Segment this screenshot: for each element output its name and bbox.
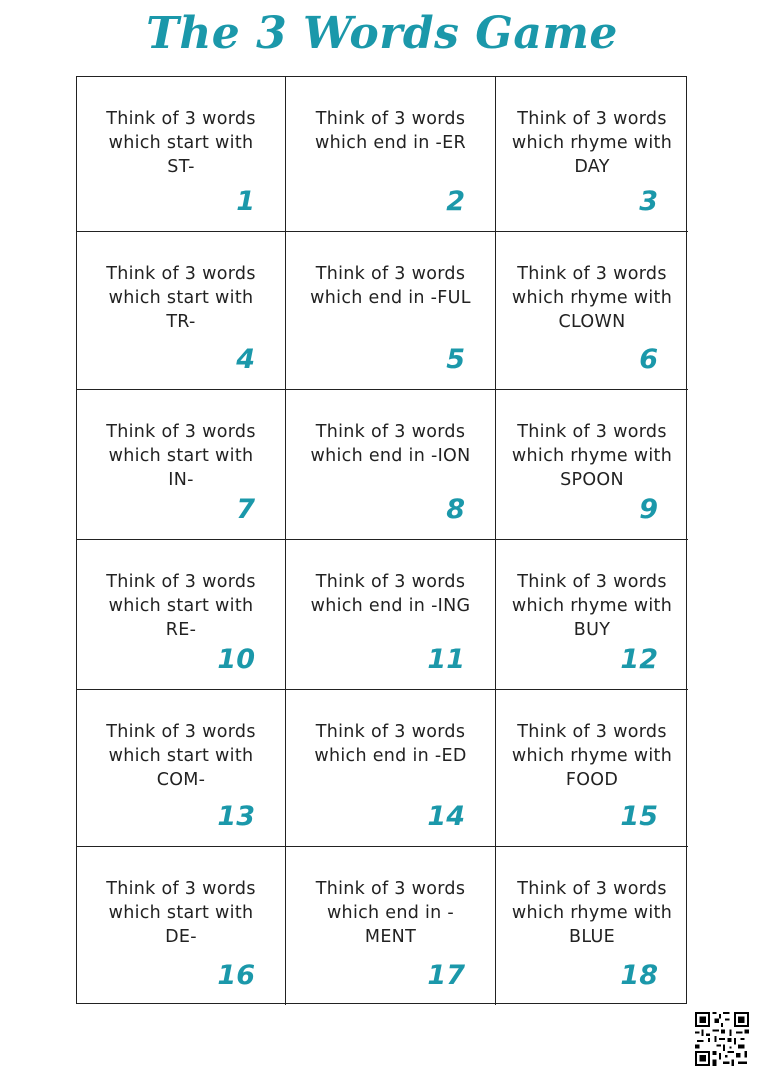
prompt-line: Think of 3 words (315, 109, 466, 129)
game-card (286, 390, 496, 540)
card-prompt (292, 570, 489, 618)
card-prompt (83, 877, 279, 949)
prompt-line: Think of 3 words (106, 109, 256, 129)
game-card (286, 232, 496, 390)
prompt-line: Think of 3 words (517, 879, 667, 899)
prompt-line: Think of 3 words (106, 422, 256, 442)
game-card (286, 690, 496, 847)
prompt-line: Think of 3 words (315, 422, 466, 442)
prompt-line: Think of 3 words (106, 572, 256, 592)
card-number: 11 (427, 644, 465, 675)
prompt-line: which end in -ER (315, 133, 466, 153)
card-number: 2 (446, 186, 465, 217)
card-prompt (292, 420, 489, 468)
card-prompt (502, 420, 682, 492)
prompt-line: Think of 3 words (315, 264, 466, 284)
prompt-line: Think of 3 words (106, 879, 256, 899)
prompt-line: DAY (574, 157, 610, 177)
prompt-line: which end in -ED (314, 746, 467, 766)
game-card (77, 390, 286, 540)
card-prompt (502, 720, 682, 792)
prompt-line: which rhyme with (511, 133, 673, 153)
game-card (77, 690, 286, 847)
card-number: 5 (446, 344, 465, 375)
game-card (77, 232, 286, 390)
card-prompt (502, 262, 682, 334)
game-card (496, 77, 688, 232)
card-number: 16 (217, 960, 255, 991)
prompt-line: which start with (108, 288, 254, 308)
prompt-line: which start with (108, 596, 254, 616)
card-prompt (83, 720, 279, 792)
card-number: 14 (427, 801, 465, 832)
prompt-line: which start with (108, 446, 254, 466)
card-prompt (292, 107, 489, 155)
card-prompt (83, 570, 279, 642)
card-number: 9 (639, 494, 658, 525)
card-prompt (83, 107, 279, 179)
prompt-line: Think of 3 words (517, 109, 667, 129)
prompt-line: Think of 3 words (517, 264, 667, 284)
game-card (286, 77, 496, 232)
prompt-line: Think of 3 words (315, 572, 466, 592)
card-prompt (292, 720, 489, 768)
card-number: 7 (236, 494, 255, 525)
game-card (496, 540, 688, 690)
game-card (286, 847, 496, 1005)
prompt-line: which rhyme with (511, 596, 673, 616)
prompt-line: Think of 3 words (106, 264, 256, 284)
prompt-line: which end in -FUL (310, 288, 471, 308)
prompt-line: Think of 3 words (517, 722, 667, 742)
game-card (496, 232, 688, 390)
prompt-line: which rhyme with (511, 746, 673, 766)
card-prompt (292, 877, 489, 949)
page-title: The 3 Words Game (146, 8, 618, 59)
prompt-line: COM- (156, 770, 206, 790)
game-card (496, 390, 688, 540)
card-grid (76, 76, 687, 1004)
card-number: 6 (639, 344, 658, 375)
game-card (496, 847, 688, 1005)
prompt-line: BLUE (569, 927, 615, 947)
card-prompt (83, 262, 279, 334)
prompt-line: ST- (167, 157, 195, 177)
prompt-line: which end in -ION (310, 446, 471, 466)
card-prompt (83, 420, 279, 492)
prompt-line: which rhyme with (511, 903, 673, 923)
prompt-line: Think of 3 words (517, 572, 667, 592)
card-prompt (502, 107, 682, 179)
prompt-line: which rhyme with (511, 288, 673, 308)
prompt-line: Think of 3 words (106, 722, 256, 742)
prompt-line: TR- (166, 312, 196, 332)
prompt-line: SPOON (560, 470, 624, 490)
prompt-line: FOOD (565, 770, 619, 790)
card-number: 13 (217, 801, 255, 832)
prompt-line: Think of 3 words (315, 879, 466, 899)
prompt-line: which rhyme with (511, 446, 673, 466)
card-number: 17 (427, 960, 465, 991)
card-prompt (502, 570, 682, 642)
prompt-line: which start with (108, 133, 254, 153)
game-card (77, 540, 286, 690)
prompt-line: Think of 3 words (315, 722, 466, 742)
card-number: 8 (446, 494, 465, 525)
prompt-line: which end in - (326, 903, 455, 923)
game-card (496, 690, 688, 847)
card-number: 10 (217, 644, 255, 675)
prompt-line: RE- (165, 620, 197, 640)
qr-code-icon[interactable] (695, 1012, 749, 1066)
prompt-line: CLOWN (558, 312, 626, 332)
prompt-line: which end in -ING (310, 596, 471, 616)
card-number: 18 (620, 960, 658, 991)
card-number: 4 (236, 344, 255, 375)
card-prompt (502, 877, 682, 949)
game-card (77, 77, 286, 232)
prompt-line: DE- (165, 927, 197, 947)
prompt-line: Think of 3 words (517, 422, 667, 442)
prompt-line: IN- (168, 470, 194, 490)
card-number: 12 (620, 644, 658, 675)
game-card (286, 540, 496, 690)
prompt-line: BUY (573, 620, 611, 640)
card-number: 1 (236, 186, 255, 217)
prompt-line: which start with (108, 903, 254, 923)
prompt-line: which start with (108, 746, 254, 766)
game-card (77, 847, 286, 1005)
prompt-line: MENT (364, 927, 417, 947)
card-number: 3 (639, 186, 658, 217)
card-prompt (292, 262, 489, 310)
card-number: 15 (620, 801, 658, 832)
